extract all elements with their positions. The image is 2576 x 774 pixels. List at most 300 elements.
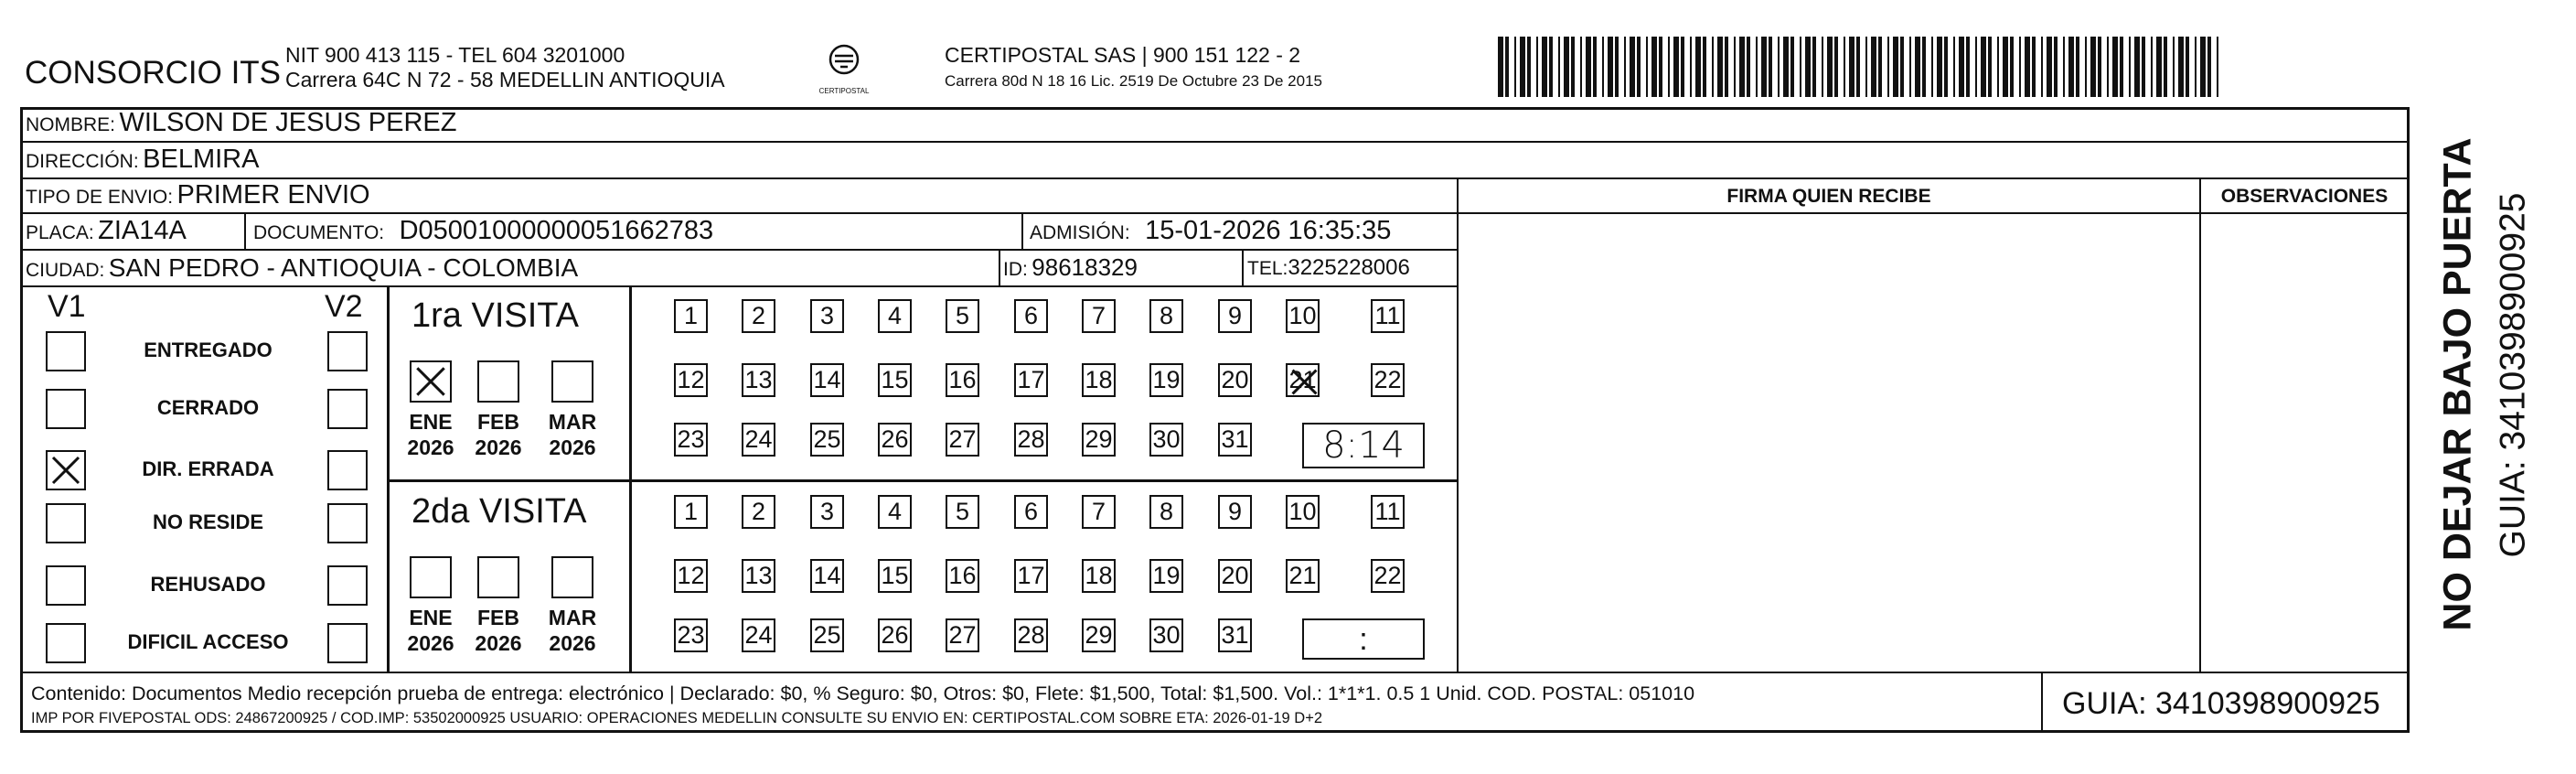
barcode-bar — [2090, 37, 2096, 97]
placa-cell — [26, 218, 187, 244]
barcode-bar — [1703, 37, 1706, 97]
day-cell[interactable] — [810, 559, 844, 593]
barcode-bar — [1975, 37, 1977, 97]
day-number: 29 — [1085, 621, 1113, 649]
day-number: 25 — [813, 621, 841, 649]
frame-bottom-border — [20, 730, 2410, 733]
barcode-bar — [2164, 37, 2167, 97]
barcode-bar — [1783, 37, 1789, 97]
day-number: 17 — [1017, 366, 1045, 393]
tipo-envio-row — [26, 182, 370, 209]
day-cell[interactable] — [1014, 363, 1048, 397]
barcode-bar — [1805, 37, 1811, 97]
carrier-line: CERTIPOSTAL SAS | 900 151 122 - 2 — [945, 43, 1301, 67]
barcode-bar — [1580, 37, 1582, 97]
documento-cell — [253, 218, 713, 244]
day-number: 23 — [677, 425, 705, 453]
barcode-bar — [1725, 37, 1728, 97]
barcode-bar — [1624, 37, 1626, 97]
day-cell[interactable] — [946, 299, 979, 333]
carrier-address-line: Carrera 80d N 18 16 Lic. 2519 De Octubre 23 De 2015 — [945, 72, 1322, 90]
firma-header: FIRMA QUIEN RECIBE — [1726, 186, 1931, 207]
day-cell[interactable] — [1218, 363, 1252, 397]
barcode-bar — [1571, 37, 1575, 97]
day-cell[interactable] — [1082, 559, 1116, 593]
month-year: 2026 — [475, 631, 522, 655]
barcode-bar — [1673, 37, 1679, 97]
v1-checkbox[interactable] — [46, 331, 86, 371]
barcode-bar — [2107, 37, 2109, 97]
barcode-bar — [1498, 37, 1503, 97]
day-cell[interactable] — [742, 559, 775, 593]
month-label: FEB — [477, 606, 519, 629]
day-number: 17 — [1017, 562, 1045, 589]
barcode-bar — [1856, 37, 1860, 97]
ciudad-cell — [26, 255, 578, 281]
day-number: 15 — [881, 366, 909, 393]
day-number: 3 — [819, 302, 835, 329]
nombre-row — [26, 110, 456, 136]
barcode-bar — [2186, 37, 2189, 97]
day-cell[interactable] — [1218, 423, 1252, 457]
barcode-bar — [1668, 37, 1670, 97]
barcode-bar — [1717, 37, 1723, 97]
barcode-bar — [1514, 37, 1516, 97]
barcode-bar — [2195, 37, 2197, 97]
barcode-bar — [2054, 37, 2058, 97]
barcode-bar — [1549, 37, 1553, 97]
day-cell[interactable] — [946, 363, 979, 397]
placa-label: PLACA: — [26, 222, 94, 243]
barcode-bar — [1646, 37, 1648, 97]
v1-checkbox[interactable] — [46, 389, 86, 429]
barcode-bar — [1959, 37, 1964, 97]
barcode-bar — [1527, 37, 1531, 97]
barcode-bar — [1966, 37, 1970, 97]
visit-time-box[interactable] — [1302, 423, 1425, 468]
day-number: 21 — [1288, 562, 1317, 589]
v1-checkbox[interactable] — [46, 450, 86, 490]
barcode-bar — [1734, 37, 1736, 97]
day-cell[interactable] — [878, 618, 912, 652]
barcode-bar — [1602, 37, 1604, 97]
day-number: 1 — [683, 498, 699, 525]
day-number: 16 — [948, 366, 977, 393]
day-number: 27 — [948, 425, 977, 453]
observaciones-header: OBSERVACIONES — [2220, 186, 2389, 207]
v2-checkbox[interactable] — [327, 331, 368, 371]
day-number: 28 — [1017, 621, 1045, 649]
side-warning: NO DEJAR BAJO PUERTA — [2435, 137, 2480, 631]
day-number: 24 — [744, 425, 773, 453]
col-divider-observaciones — [2199, 177, 2201, 672]
visit-time-box[interactable] — [1302, 618, 1425, 660]
col-divider-placa — [244, 212, 246, 250]
barcode-bar — [2076, 37, 2079, 97]
documento-label: DOCUMENTO: — [253, 222, 385, 243]
barcode-bar — [1900, 37, 1904, 97]
v2-checkbox[interactable] — [327, 450, 368, 490]
day-cell[interactable] — [878, 363, 912, 397]
day-number: 7 — [1091, 498, 1106, 525]
barcode-bar — [2010, 37, 2014, 97]
barcode-bar — [1922, 37, 1926, 97]
row-divider — [20, 672, 2410, 673]
barcode-bar — [1769, 37, 1772, 97]
day-cell[interactable] — [1149, 559, 1183, 593]
day-cell[interactable] — [1082, 618, 1116, 652]
day-cell[interactable] — [810, 618, 844, 652]
day-cell[interactable] — [1082, 423, 1116, 457]
day-cell[interactable] — [1149, 299, 1183, 333]
barcode-bar — [1681, 37, 1684, 97]
day-number: 31 — [1221, 425, 1249, 453]
ciudad-label: CIUDAD: — [26, 260, 105, 281]
day-number: 28 — [1017, 425, 1045, 453]
day-number: 8 — [1159, 302, 1174, 329]
barcode-bar — [1790, 37, 1794, 97]
footer-contents-line: Contenido: Documentos Medio recepción prueba de entrega: electrónico | Declarado: $0, % Seguro: $0, Otros: $0, Flete: $1,500, Total: $1,500. Vol.: 1*1*1. 0.5 1 Unid. COD. POSTAL: 051010 — [31, 683, 1695, 704]
day-number: 21 — [1288, 366, 1317, 393]
day-cell[interactable] — [946, 618, 979, 652]
visit-title: 2da VISITA — [412, 492, 587, 531]
day-cell[interactable] — [1014, 299, 1048, 333]
day-cell[interactable] — [1286, 299, 1320, 333]
day-number: 13 — [744, 366, 773, 393]
tipo-envio-value: PRIMER ENVIO — [176, 180, 370, 210]
barcode-bar — [2142, 37, 2145, 97]
day-cell[interactable] — [674, 299, 708, 333]
day-number: 20 — [1221, 366, 1249, 393]
col-divider-firma — [1457, 177, 1459, 672]
barcode-bar — [2003, 37, 2008, 97]
side-guia: GUIA: 3410398900925 — [2493, 192, 2533, 558]
day-number: 18 — [1085, 562, 1113, 589]
barcode-bar — [1712, 37, 1714, 97]
ciudad-value: SAN PEDRO - ANTIOQUIA - COLOMBIA — [108, 253, 579, 282]
day-cell[interactable] — [742, 495, 775, 529]
footer-print-line: IMP POR FIVEPOSTAL ODS: 24867200925 / COD.IMP: 53502000925 USUARIO: OPERACIONES MEDELLIN CONSULTE SU ENVIO EN: CERTIPOSTAL.COM SOBRE ETA: 2026-01-19 D+2 — [31, 710, 1323, 726]
status-option-label: DIFICIL ACCESO — [127, 630, 289, 653]
barcode-bar — [2151, 37, 2153, 97]
company-name: CONSORCIO ITS — [25, 55, 282, 91]
barcode-bar — [1651, 37, 1657, 97]
month-year: 2026 — [549, 631, 596, 655]
barcode-bar — [2200, 37, 2206, 97]
barcode-bar — [2217, 37, 2218, 97]
month-checkbox[interactable] — [477, 556, 519, 598]
id-cell — [1003, 255, 1138, 279]
barcode — [1498, 37, 2228, 99]
tel-cell — [1247, 257, 1410, 279]
day-number: 27 — [948, 621, 977, 649]
month-checkbox[interactable] — [551, 360, 593, 403]
barcode-bar — [2041, 37, 2043, 97]
day-cell[interactable] — [674, 423, 708, 457]
barcode-bar — [1937, 37, 1942, 97]
day-cell[interactable] — [878, 495, 912, 529]
v1-checkbox[interactable] — [46, 503, 86, 543]
month-checkbox[interactable] — [551, 556, 593, 598]
barcode-bar — [1695, 37, 1701, 97]
day-number: 18 — [1085, 366, 1113, 393]
col-divider-footer-guia — [2041, 672, 2043, 732]
day-cell[interactable] — [1218, 559, 1252, 593]
col-divider-admision — [1021, 212, 1023, 250]
barcode-bar — [1739, 37, 1745, 97]
certipostal-logo — [818, 41, 870, 96]
day-number: 1 — [683, 302, 699, 329]
day-cell[interactable] — [946, 495, 979, 529]
day-number: 24 — [744, 621, 773, 649]
day-number: 26 — [881, 425, 909, 453]
barcode-bar — [1608, 37, 1613, 97]
day-cell[interactable] — [1082, 299, 1116, 333]
day-number: 10 — [1288, 302, 1317, 329]
tel-value: 3225228006 — [1288, 255, 1410, 280]
day-number: 5 — [955, 302, 970, 329]
v2-checkbox[interactable] — [327, 623, 368, 663]
day-cell[interactable] — [1014, 495, 1048, 529]
day-number: 9 — [1227, 498, 1243, 525]
day-cell[interactable] — [878, 423, 912, 457]
day-number: 2 — [751, 498, 766, 525]
month-label: MAR — [548, 606, 597, 629]
barcode-bar — [2047, 37, 2052, 97]
day-number: 19 — [1152, 366, 1181, 393]
v1-checkbox[interactable] — [46, 623, 86, 663]
day-cell[interactable] — [1371, 299, 1405, 333]
barcode-bar — [1878, 37, 1882, 97]
nombre-label: NOMBRE: — [26, 114, 116, 135]
barcode-bar — [1944, 37, 1948, 97]
id-value: 98618329 — [1031, 253, 1138, 281]
id-label: ID: — [1003, 259, 1028, 280]
visit-time-value: : — [1359, 621, 1368, 657]
barcode-bar — [2112, 37, 2118, 97]
barcode-bar — [2207, 37, 2211, 97]
day-number: 19 — [1152, 562, 1181, 589]
row-divider — [20, 177, 2410, 179]
day-cell[interactable] — [1218, 495, 1252, 529]
company-nit-line: NIT 900 413 115 - TEL 604 3201000 — [285, 43, 625, 67]
day-number: 30 — [1152, 425, 1181, 453]
v1-checkbox[interactable] — [46, 565, 86, 606]
day-cell[interactable] — [878, 559, 912, 593]
day-number: 29 — [1085, 425, 1113, 453]
barcode-bar — [1822, 37, 1823, 97]
barcode-bar — [2068, 37, 2074, 97]
barcode-bar — [1520, 37, 1525, 97]
day-cell[interactable] — [878, 299, 912, 333]
month-checkbox[interactable] — [410, 360, 452, 403]
barcode-bar — [2032, 37, 2036, 97]
barcode-bar — [1953, 37, 1955, 97]
day-cell[interactable] — [1014, 423, 1048, 457]
admision-value: 15-01-2026 16:35:35 — [1145, 216, 1392, 245]
status-option-label: REHUSADO — [150, 573, 266, 596]
barcode-bar — [1630, 37, 1635, 97]
barcode-bar — [1915, 37, 1920, 97]
x-mark-icon — [412, 362, 450, 401]
barcode-bar — [2063, 37, 2065, 97]
barcode-bar — [1827, 37, 1833, 97]
day-cell[interactable] — [810, 423, 844, 457]
admision-cell — [1030, 218, 1391, 244]
v2-checkbox[interactable] — [327, 565, 368, 606]
day-cell[interactable] — [674, 495, 708, 529]
status-option-label: NO RESIDE — [152, 511, 264, 533]
visit-time-value: 8:14 — [1322, 425, 1405, 467]
row-divider — [20, 141, 2410, 143]
documento-value: D05001000000051662783 — [399, 216, 714, 245]
tipo-envio-label: TIPO DE ENVIO: — [26, 187, 174, 208]
barcode-bar — [1988, 37, 1992, 97]
v2-header: V2 — [325, 289, 363, 324]
barcode-bar — [2178, 37, 2184, 97]
status-option-label: ENTREGADO — [144, 339, 273, 361]
barcode-bar — [1893, 37, 1898, 97]
day-cell[interactable] — [946, 559, 979, 593]
day-cell[interactable] — [674, 559, 708, 593]
month-year: 2026 — [475, 435, 522, 459]
day-cell[interactable] — [674, 618, 708, 652]
barcode-bar — [1812, 37, 1816, 97]
day-cell[interactable] — [674, 363, 708, 397]
barcode-bar — [1761, 37, 1767, 97]
direccion-value: BELMIRA — [143, 145, 260, 174]
day-cell[interactable] — [1286, 363, 1320, 397]
barcode-bar — [1997, 37, 1999, 97]
barcode-bar — [1887, 37, 1889, 97]
day-cell[interactable] — [1014, 559, 1048, 593]
direccion-label: DIRECCIÓN: — [26, 151, 139, 172]
day-cell[interactable] — [742, 618, 775, 652]
day-number: 23 — [677, 621, 705, 649]
day-number: 20 — [1221, 562, 1249, 589]
nombre-value: WILSON DE JESUS PEREZ — [119, 108, 457, 137]
barcode-bar — [1871, 37, 1876, 97]
day-number: 6 — [1023, 302, 1039, 329]
barcode-bar — [1564, 37, 1569, 97]
barcode-bar — [1981, 37, 1986, 97]
day-cell[interactable] — [1149, 495, 1183, 529]
day-number: 22 — [1374, 366, 1402, 393]
day-number: 16 — [948, 562, 977, 589]
frame-left-border — [20, 107, 23, 732]
day-cell[interactable] — [1286, 559, 1320, 593]
barcode-bar — [2098, 37, 2101, 97]
barcode-bar — [1690, 37, 1692, 97]
barcode-bar — [1542, 37, 1547, 97]
col-divider-id — [999, 249, 1000, 286]
barcode-bar — [2129, 37, 2131, 97]
day-cell[interactable] — [1149, 363, 1183, 397]
barcode-bar — [1747, 37, 1750, 97]
barcode-bar — [1756, 37, 1758, 97]
day-number: 25 — [813, 425, 841, 453]
month-checkbox[interactable] — [477, 360, 519, 403]
day-cell[interactable] — [1371, 559, 1405, 593]
day-cell[interactable] — [1218, 299, 1252, 333]
barcode-bar — [1659, 37, 1662, 97]
footer-guia: GUIA: 3410398900925 — [2062, 686, 2380, 721]
day-cell[interactable] — [810, 495, 844, 529]
month-checkbox[interactable] — [410, 556, 452, 598]
barcode-bar — [1637, 37, 1641, 97]
day-number: 5 — [955, 498, 970, 525]
day-cell[interactable] — [810, 299, 844, 333]
day-cell[interactable] — [1371, 495, 1405, 529]
day-number: 13 — [744, 562, 773, 589]
day-number: 11 — [1374, 302, 1401, 329]
barcode-bar — [1536, 37, 1538, 97]
day-cell[interactable] — [1371, 363, 1405, 397]
v1-header: V1 — [48, 289, 86, 324]
barcode-bar — [2085, 37, 2087, 97]
barcode-bar — [2120, 37, 2123, 97]
visit-title: 1ra VISITA — [412, 296, 580, 335]
barcode-bar — [1505, 37, 1509, 97]
direccion-row — [26, 146, 259, 173]
barcode-bar — [1834, 37, 1838, 97]
day-cell[interactable] — [1149, 618, 1183, 652]
company-address-line: Carrera 64C N 72 - 58 MEDELLIN ANTIOQUIA — [285, 68, 725, 91]
day-cell[interactable] — [1014, 618, 1048, 652]
day-number: 6 — [1023, 498, 1039, 525]
day-cell[interactable] — [946, 423, 979, 457]
month-year: 2026 — [407, 631, 454, 655]
day-cell[interactable] — [742, 423, 775, 457]
day-number: 4 — [887, 498, 903, 525]
v2-checkbox[interactable] — [327, 389, 368, 429]
day-number: 31 — [1221, 621, 1249, 649]
v2-checkbox[interactable] — [327, 503, 368, 543]
barcode-bar — [1844, 37, 1845, 97]
tel-label: TEL: — [1247, 258, 1288, 279]
barcode-bar — [1778, 37, 1780, 97]
barcode-bar — [1593, 37, 1597, 97]
month-label: ENE — [409, 606, 453, 629]
day-cell[interactable] — [1286, 495, 1320, 529]
x-mark-icon — [48, 452, 84, 489]
placa-value: ZIA14A — [98, 216, 187, 245]
day-number: 14 — [813, 562, 841, 589]
day-number: 10 — [1288, 498, 1317, 525]
day-cell[interactable] — [810, 363, 844, 397]
day-cell[interactable] — [1082, 363, 1116, 397]
day-number: 22 — [1374, 562, 1402, 589]
row-divider — [20, 212, 2410, 214]
barcode-bar — [1558, 37, 1560, 97]
day-cell[interactable] — [1149, 423, 1183, 457]
certipostal-logo-icon — [818, 41, 870, 83]
day-cell[interactable] — [1082, 495, 1116, 529]
day-cell[interactable] — [742, 363, 775, 397]
barcode-bar — [1849, 37, 1855, 97]
day-number: 11 — [1374, 498, 1401, 525]
day-number: 4 — [887, 302, 903, 329]
day-number: 26 — [881, 621, 909, 649]
barcode-bar — [2173, 37, 2175, 97]
day-number: 8 — [1159, 498, 1174, 525]
x-mark-icon — [1288, 365, 1321, 399]
day-number: 30 — [1152, 621, 1181, 649]
day-cell[interactable] — [1218, 618, 1252, 652]
month-year: 2026 — [407, 435, 454, 459]
day-cell[interactable] — [742, 299, 775, 333]
month-label: ENE — [409, 410, 453, 434]
